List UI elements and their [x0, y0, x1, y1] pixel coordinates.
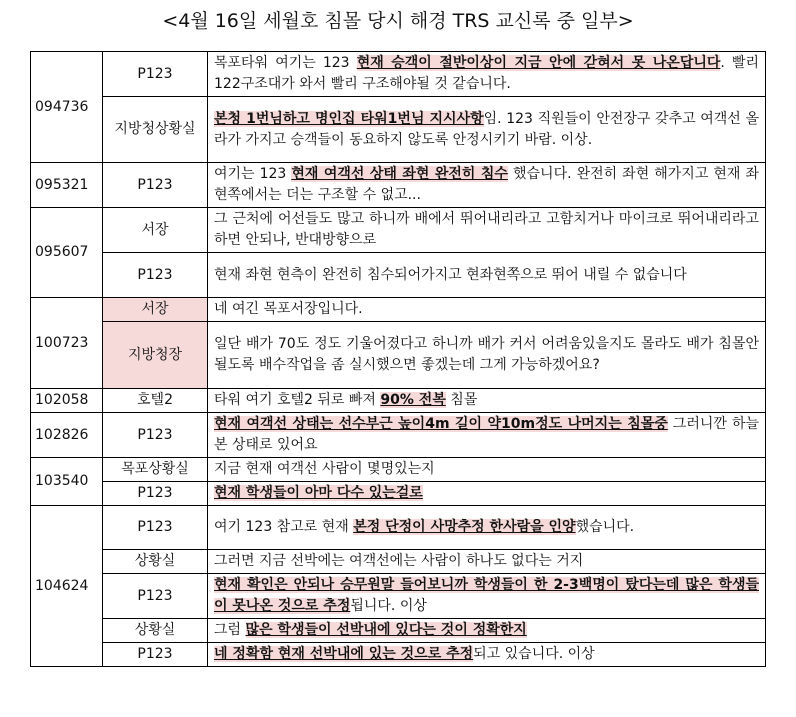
speaker-cell: 지방청장 [103, 322, 208, 389]
time-cell: 104624 [31, 506, 103, 667]
message-text: 타워 여기 호텔2 뒤로 빠져 [214, 392, 381, 408]
message-text: 그러니깐 하늘 본 상태로 있어요 [214, 416, 759, 453]
highlighted-text: 현재 여객선 상태는 선수부근 높이4m 길이 약10m정도 나머지는 침몰중 [214, 416, 668, 432]
message-cell [208, 574, 766, 619]
message-text: 했습니다. 완전히 좌현 해가지고 현재 좌현쪽에서는 더는 구조할 수 없고... [214, 166, 759, 203]
message-cell [208, 506, 766, 550]
speaker-cell: P123 [103, 506, 208, 550]
speaker-cell: P123 [103, 52, 208, 97]
highlighted-text: 현재 확인은 안되나 승무원말 들어보니까 학생들이 한 2-3백명이 탔다는데 많은 학생들이 못나온 것으로 추정 [214, 577, 759, 614]
message-text: 네 여긴 목포서장입니다. [214, 301, 363, 317]
message-text: 일단 배가 70도 정도 기울어졌다고 하니까 배가 커서 어려움있을지도 몰라도 배가 침몰안될도록 배수작업을 좀 실시했으면 좋겠는데 그게 가능하겠어요? [214, 336, 759, 373]
message-text: 했습니다. [575, 519, 635, 535]
time-cell: 094736 [31, 52, 103, 163]
message-text: 그럼 [214, 622, 246, 638]
speaker-cell: 서장 [103, 298, 208, 322]
time-cell: 103540 [31, 458, 103, 506]
message-text: 여기는 123 [214, 166, 292, 182]
time-cell: 102826 [31, 413, 103, 458]
message-cell [208, 458, 766, 482]
highlighted-text: 현재 승객이 절반이상이 지금 안에 갇혀서 못 나온답니다 [356, 55, 721, 71]
table-row [31, 550, 766, 574]
message-text: 됩니다. 이상 [350, 598, 427, 614]
speaker-cell: 호텔2 [103, 389, 208, 413]
message-cell [208, 619, 766, 643]
message-cell [208, 163, 766, 208]
table-row [31, 389, 766, 413]
message-text: 침몰 [445, 392, 478, 408]
table-row [31, 208, 766, 253]
table-row [31, 97, 766, 163]
speaker-cell: 상황실 [103, 550, 208, 574]
time-cell: 100723 [31, 298, 103, 389]
message-cell [208, 482, 766, 506]
speaker-cell: 서장 [103, 208, 208, 253]
trs-log-table [30, 51, 766, 667]
table-row [31, 163, 766, 208]
message-cell [208, 550, 766, 574]
message-text: 현재 좌현 현측이 완전히 침수되어가지고 현좌현쪽으로 뛰어 내릴 수 없습니다 [214, 266, 687, 283]
message-cell [208, 52, 766, 97]
message-cell [208, 643, 766, 667]
speaker-cell: P123 [103, 163, 208, 208]
message-text: 되고 있습니다. 이상 [473, 646, 595, 662]
highlighted-text: 네 정확함 현재 선박내에 있는 것으로 추정 [214, 646, 474, 662]
speaker-cell: P123 [103, 574, 208, 619]
message-text: 목포타워 여기는 123 [214, 55, 357, 71]
speaker-cell: 지방청상황실 [103, 97, 208, 163]
message-cell [208, 413, 766, 458]
table-row [31, 619, 766, 643]
highlighted-text: 본정 단정이 사망추정 한사람을 인양 [353, 519, 576, 535]
time-cell: 102058 [31, 389, 103, 413]
message-cell [208, 389, 766, 413]
table-row [31, 298, 766, 322]
time-cell: 095321 [31, 163, 103, 208]
table-row [31, 574, 766, 619]
speaker-cell: P123 [103, 482, 208, 506]
table-row [31, 413, 766, 458]
highlighted-text: 많은 학생들이 선박내에 있다는 것이 정확한지 [245, 622, 527, 638]
message-cell [208, 97, 766, 163]
table-row [31, 458, 766, 482]
message-text: 여기 123 참고로 현재 [214, 519, 354, 535]
highlighted-text: 현재 여객선 상태 좌현 완전히 침수 [291, 166, 508, 182]
message-text: . 빨리 122구조대가 와서 빨리 구조해야될 것 같습니다. [214, 55, 759, 92]
message-text: 그러면 지금 선박에는 여객선에는 사람이 하나도 없다는 거지 [214, 553, 584, 569]
speaker-cell: P123 [103, 643, 208, 667]
table-row [31, 506, 766, 550]
message-cell [208, 322, 766, 389]
message-text: 그 근처에 어선들도 많고 하니까 배에서 뛰어내리라고 고함치거나 마이크로 뛰어내리라고 하면 안되나, 반대방향으로 [214, 211, 759, 248]
message-text: 임. 123 직원들이 안전장구 갖추고 여객선 올라가 가지고 승객들이 동요하지 않도록 안정시키기 바람. 이상. [214, 110, 759, 148]
table-row [31, 322, 766, 389]
message-text: 지금 현재 여객선 사람이 몇명있는지 [214, 461, 435, 477]
highlighted-text: 90% 전복 [380, 392, 446, 408]
speaker-cell: 상황실 [103, 619, 208, 643]
table-row [31, 643, 766, 667]
highlighted-text: 본청 1번님하고 명인집 타워1번님 지시사항 [214, 110, 484, 127]
message-cell [208, 298, 766, 322]
time-cell: 095607 [31, 208, 103, 298]
table-row [31, 482, 766, 506]
speaker-cell: 목포상황실 [103, 458, 208, 482]
message-cell [208, 253, 766, 298]
speaker-cell: P123 [103, 253, 208, 298]
table-row [31, 52, 766, 97]
highlighted-text: 현재 학생들이 아마 다수 있는걸로 [214, 485, 423, 501]
speaker-cell: P123 [103, 413, 208, 458]
message-cell [208, 208, 766, 253]
page-title: <4월 16일 세월호 침몰 당시 해경 TRS 교신록 중 일부> [162, 10, 634, 32]
table-row [31, 253, 766, 298]
